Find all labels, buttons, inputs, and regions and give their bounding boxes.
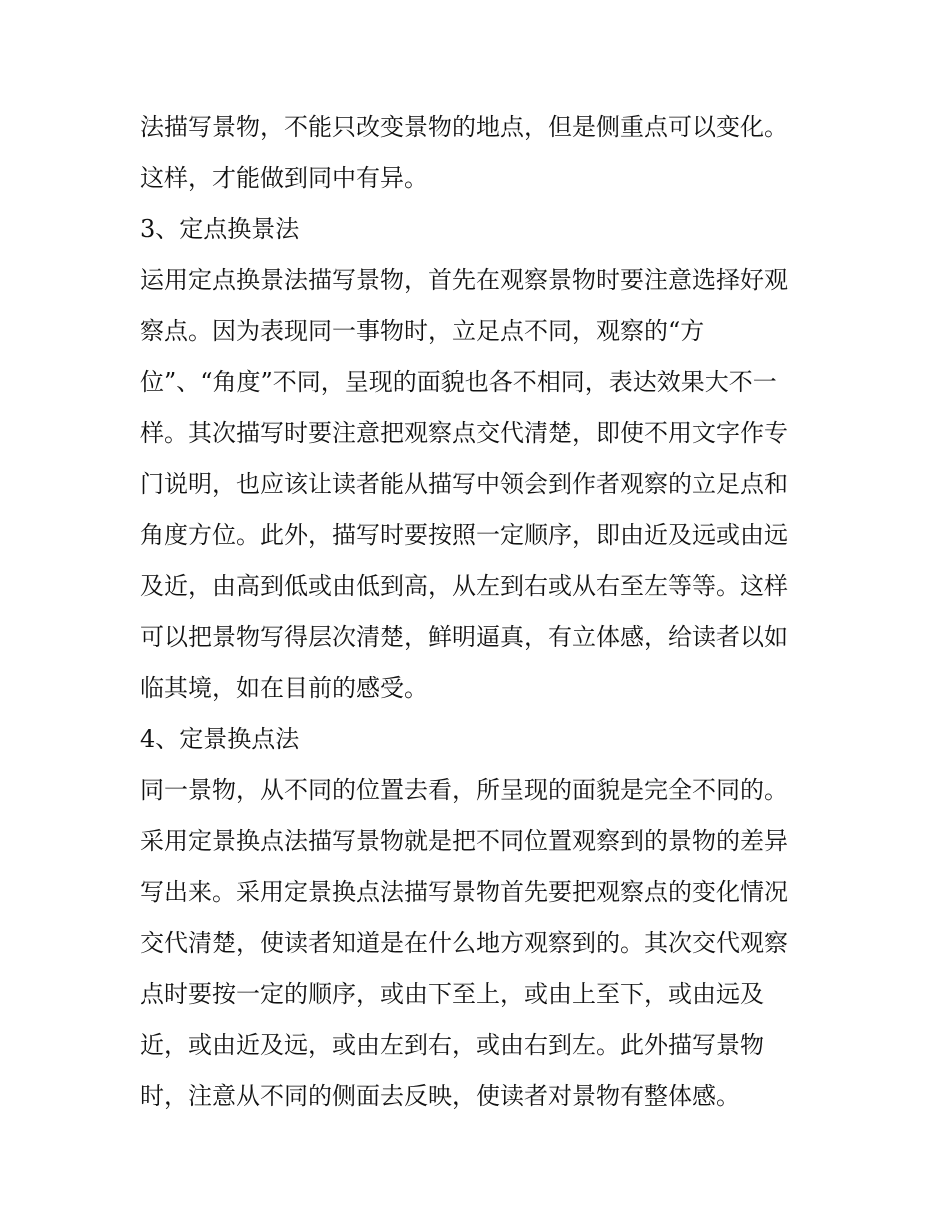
section-heading: 4、定景换点法 — [140, 725, 300, 753]
text-line: 这样，才能做到同中有异。 — [140, 164, 428, 192]
text-line: 及近，由高到低或由低到高，从左到右或从右至左等等。这样 — [140, 572, 788, 600]
text-line: 写出来。采用定景换点法描写景物首先要把观察点的变化情况 — [140, 878, 788, 906]
section-heading: 3、定点换景法 — [140, 215, 300, 243]
text-line: 临其境，如在目前的感受。 — [140, 674, 428, 702]
text-line: 门说明，也应该让读者能从描写中领会到作者观察的立足点和 — [140, 470, 788, 498]
text-line: 运用定点换景法描写景物，首先在观察景物时要注意选择好观 — [140, 266, 788, 294]
body-text — [140, 102, 820, 1122]
text-line: 角度方位。此外，描写时要按照一定顺序，即由近及远或由远 — [140, 521, 788, 549]
text-line: 同一景物，从不同的位置去看，所呈现的面貌是完全不同的。 — [140, 776, 788, 804]
text-line: 交代清楚，使读者知道是在什么地方观察到的。其次交代观察 — [140, 929, 788, 957]
text-line: 法描写景物，不能只改变景物的地点，但是侧重点可以变化。 — [140, 113, 788, 141]
text-line: 采用定景换点法描写景物就是把不同位置观察到的景物的差异 — [140, 827, 788, 855]
text-line: 察点。因为表现同一事物时，立足点不同，观察的“方 — [140, 317, 705, 345]
text-line: 可以把景物写得层次清楚，鲜明逼真，有立体感，给读者以如 — [140, 623, 788, 651]
text-line: 位”、“角度”不同，呈现的面貌也各不相同，表达效果大不一 — [140, 368, 777, 396]
text-line: 近，或由近及远，或由左到右，或由右到左。此外描写景物 — [140, 1031, 764, 1059]
text-line: 点时要按一定的顺序，或由下至上，或由上至下，或由远及 — [140, 980, 764, 1008]
text-line: 样。其次描写时要注意把观察点交代清楚，即使不用文字作专 — [140, 419, 788, 447]
text-line: 时，注意从不同的侧面去反映，使读者对景物有整体感。 — [140, 1082, 740, 1110]
